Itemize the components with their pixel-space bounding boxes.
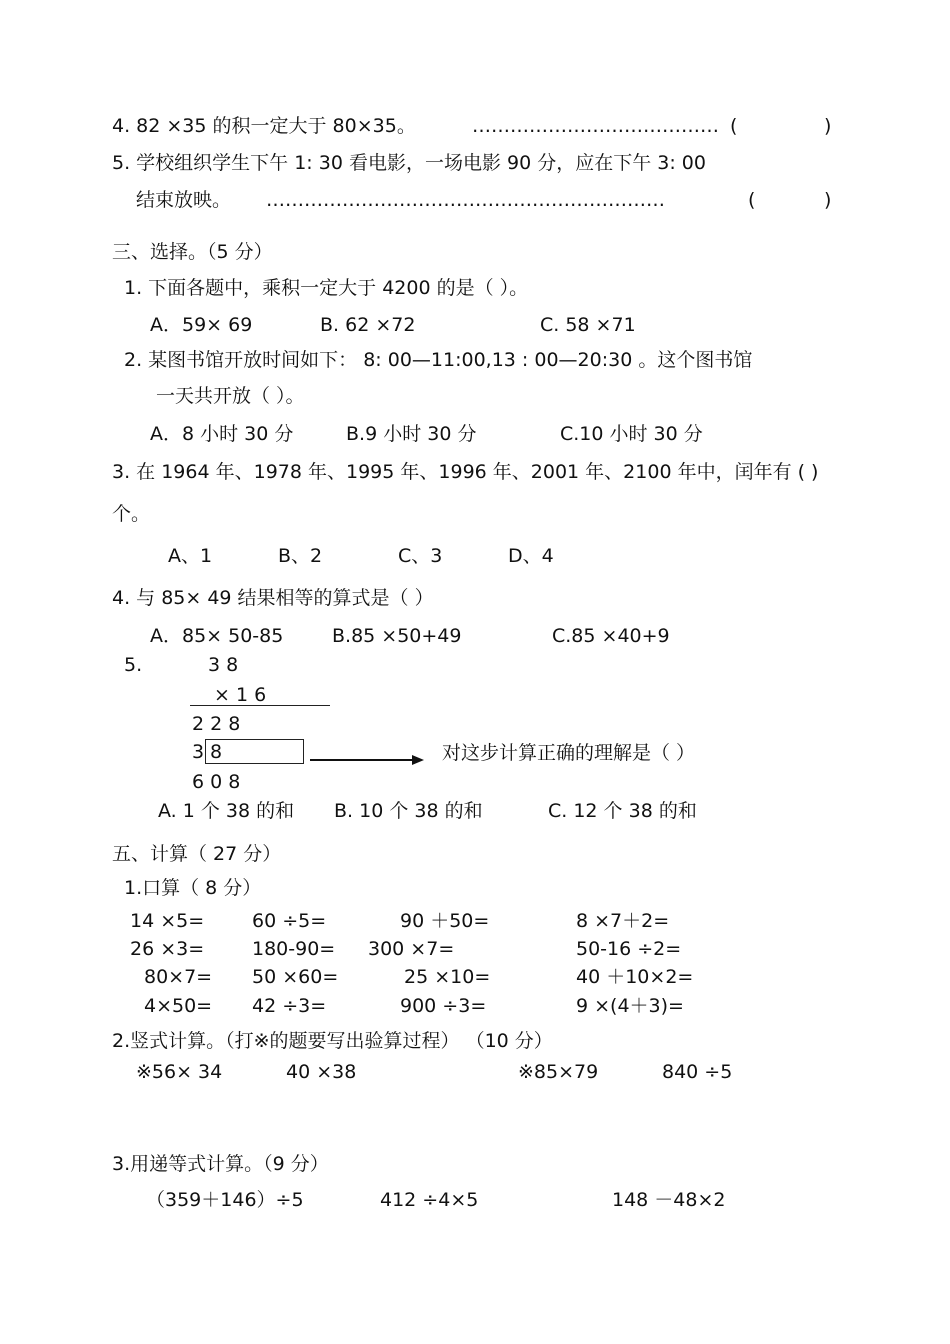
section5-title: 五、计算（ 27 分）	[112, 843, 282, 865]
oral-r1-c4: 8 ×7＋2=	[576, 910, 670, 932]
s3-q2-stem-cont: 一天共开放（ ）。	[156, 385, 305, 407]
oral-r1-c2: 60 ÷5=	[252, 910, 327, 932]
oral-r3-c3: 25 ×10=	[404, 966, 491, 988]
tf-q5-paren-open: (	[748, 189, 756, 211]
oral-r3-c2: 50 ×60=	[252, 966, 339, 988]
stepwise-calc-item-1: （359＋146）÷5	[146, 1189, 304, 1211]
oral-r2-c4: 50-16 ÷2=	[576, 938, 682, 960]
oral-r1-c1: 14 ×5=	[130, 910, 205, 932]
s3-q3-option-b: B、2	[278, 545, 323, 567]
s3-q2-option-c: C.10 小时 30 分	[560, 423, 703, 445]
section3-title: 三、选择。（5 分）	[112, 241, 273, 263]
oral-calc-title: 1.口算（ 8 分）	[124, 877, 262, 899]
oral-r2-c1: 26 ×3=	[130, 938, 205, 960]
s3-q3-option-c: C、3	[398, 545, 443, 567]
oral-r2-c3: 300 ×7=	[368, 938, 455, 960]
vertical-calc-item-2: 40 ×38	[286, 1061, 357, 1083]
oral-r4-c1: 4×50=	[144, 995, 213, 1017]
oral-r2-c2: 180-90=	[252, 938, 336, 960]
s3-q3-stem-cont: 个。	[112, 503, 151, 525]
s3-q2-option-b: B.9 小时 30 分	[346, 423, 477, 445]
stepwise-calc-item-2: 412 ÷4×5	[380, 1189, 479, 1211]
s3-q5-option-a: A. 1 个 38 的和	[158, 800, 295, 822]
stepwise-calc-item-3: 148 －48×2	[612, 1189, 726, 1211]
s3-q5-partial-product-2-digit: 3	[192, 741, 205, 763]
oral-r3-c1: 80×7=	[144, 966, 213, 988]
s3-q3-option-a: A、1	[168, 545, 213, 567]
arrow-icon	[308, 752, 426, 768]
vertical-calc-item-4: 840 ÷5	[662, 1061, 733, 1083]
s3-q5-multiplicand: 3 8	[208, 654, 239, 676]
s3-q4-option-b: B.85 ×50+49	[332, 625, 462, 647]
stepwise-calc-title: 3.用递等式计算。（9 分）	[112, 1153, 329, 1175]
tf-q4-paren-open: (	[730, 115, 738, 137]
oral-r4-c2: 42 ÷3=	[252, 995, 327, 1017]
tf-q5-text: 5. 学校组织学生下午 1: 30 看电影，一场电影 90 分，应在下午 3: 00	[112, 152, 706, 174]
s3-q3-option-d: D、4	[508, 545, 554, 567]
tf-q5-paren-close: )	[824, 189, 832, 211]
s3-q4-option-c: C.85 ×40+9	[552, 625, 670, 647]
oral-r4-c4: 9 ×(4＋3)=	[576, 995, 684, 1017]
s3-q4-stem: 4. 与 85× 49 结果相等的算式是（ ）	[112, 587, 434, 609]
s3-q2-stem: 2. 某图书馆开放时间如下： 8: 00—11:00,13 : 00—20:30 。这个图书馆	[124, 349, 753, 371]
s3-q5-final-product: 6 0 8	[192, 771, 241, 793]
s3-q5-option-c: C. 12 个 38 的和	[548, 800, 697, 822]
tf-q4-dots: …………………………………	[472, 115, 719, 137]
s3-q5-number: 5.	[124, 654, 143, 676]
s3-q5-multiplier: × 1 6	[214, 684, 267, 706]
oral-r1-c3: 90 ＋50=	[400, 910, 490, 932]
s3-q1-option-b: B. 62 ×72	[320, 314, 416, 336]
s3-q5-partial-product-2-boxed: 8	[210, 741, 223, 763]
vertical-calc-title: 2.竖式计算。（打※的题要写出验算过程） （10 分）	[112, 1030, 553, 1052]
tf-q5-dots: ………………………………………………………	[266, 189, 665, 211]
s3-q1-option-a: A．59× 69	[150, 314, 253, 336]
oral-r3-c4: 40 ＋10×2=	[576, 966, 694, 988]
vertical-calc-item-1: ※56× 34	[136, 1061, 223, 1083]
s3-q5-question: 对这步计算正确的理解是（ ）	[442, 742, 696, 764]
s3-q5-product-line	[190, 705, 330, 706]
oral-r4-c3: 900 ÷3=	[400, 995, 487, 1017]
tf-q4-text: 4. 82 ×35 的积一定大于 80×35。	[112, 115, 416, 137]
s3-q5-partial-product-1: 2 2 8	[192, 713, 241, 735]
s3-q4-option-a: A．85× 50-85	[150, 625, 284, 647]
tf-q5-text-cont: 结束放映。	[136, 189, 232, 211]
s3-q2-option-a: A．8 小时 30 分	[150, 423, 294, 445]
vertical-calc-item-3: ※85×79	[518, 1061, 599, 1083]
s3-q5-option-b: B. 10 个 38 的和	[334, 800, 483, 822]
s3-q3-stem: 3. 在 1964 年、1978 年、1995 年、1996 年、2001 年、2100 年中，闰年有 ( )	[112, 461, 819, 483]
s3-q1-option-c: C. 58 ×71	[540, 314, 636, 336]
s3-q1-stem: 1. 下面各题中，乘积一定大于 4200 的是（ ）。	[124, 277, 529, 299]
tf-q4-paren-close: )	[824, 115, 832, 137]
